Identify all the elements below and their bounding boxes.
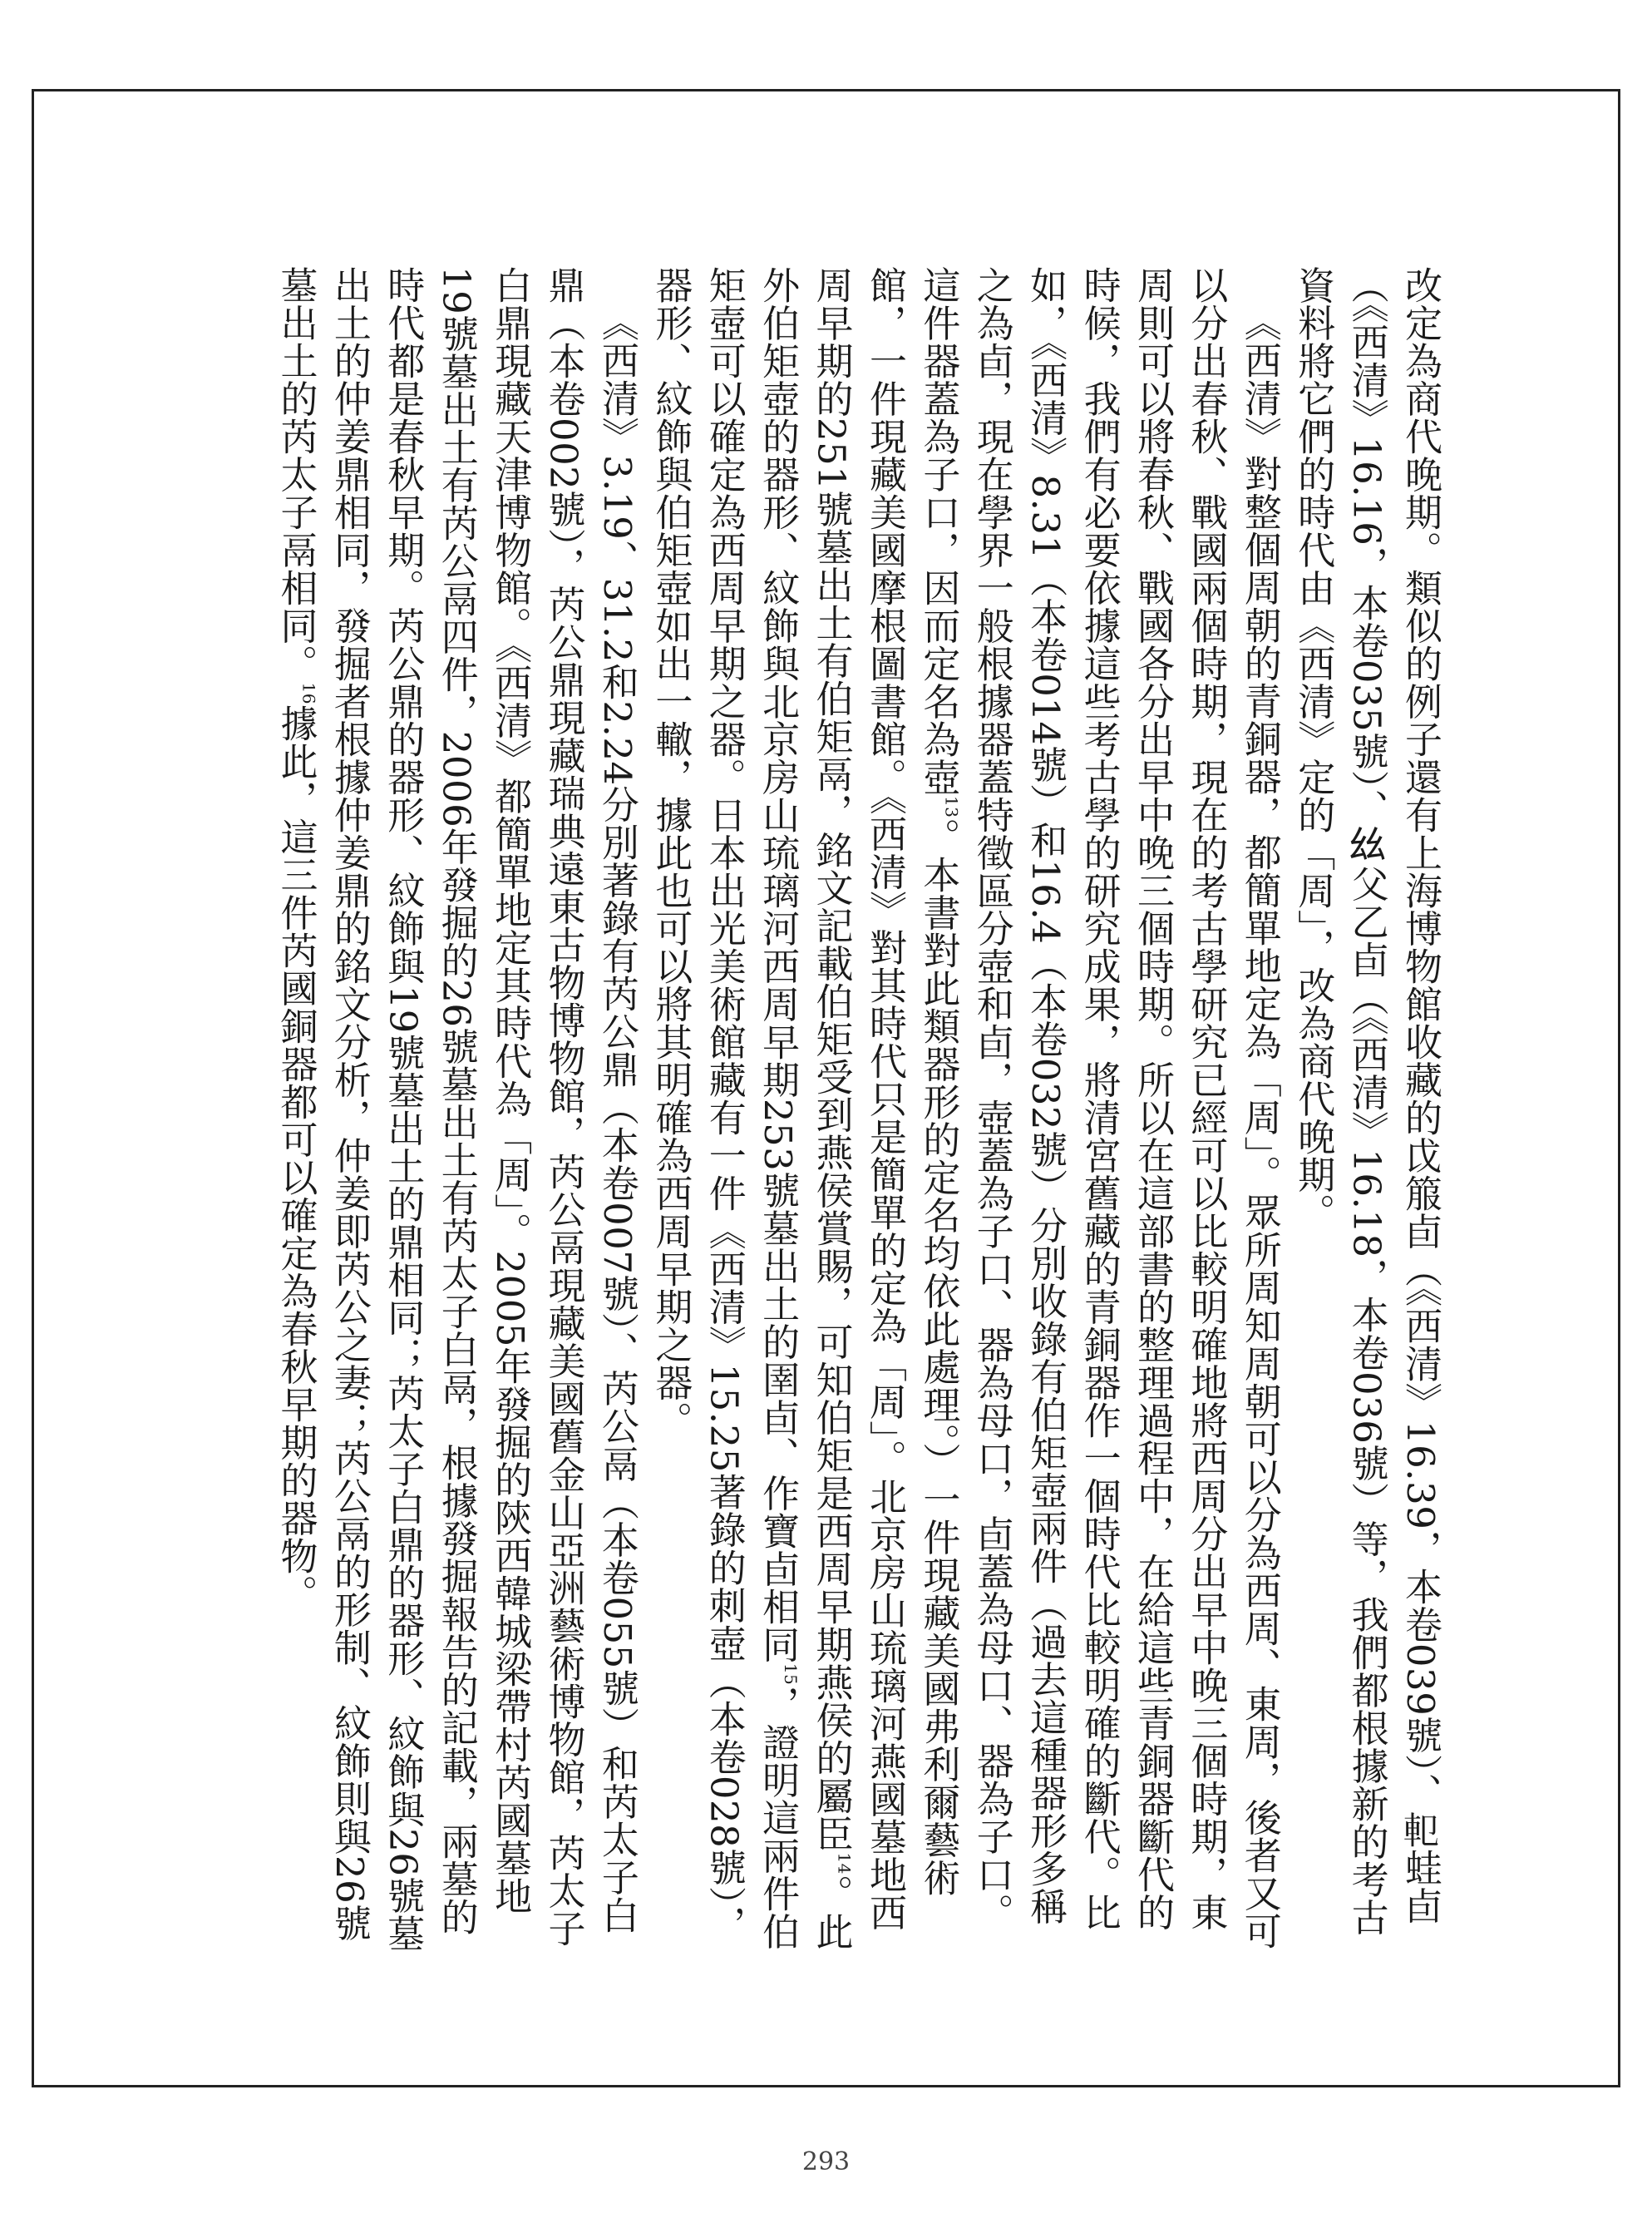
paragraph-text: 。本書對此類器形的定名均依此處理。）一件現藏美國弗利爾藝術館，一件現藏美國摩根圖書館。《西清》對其時代只是簡單的定為「周」。北京房山琉璃河燕國墓地西周早期的251號墓出土有伯矩鬲，銘文記載伯矩受到燕侯賞賜，可知伯矩是西周早期燕侯的屬臣 <box>809 266 961 1932</box>
page-number: 293 <box>801 2147 851 2176</box>
paragraph-text: 《西清》對整個周朝的青銅器，都簡單地定為「周」。眾所周知周朝可以分為西周、東周，後者又可以分出春秋、戰國兩個時期，現在的考古學研究已經可以比較明確地將西周分出早中晚三個時期，東周則可以將春秋、戰國各分出早中晚三個時期。所以在這部書的整理過程中，在給這些青銅器斷代的時候，我們有必要依據這些考古學的研究成果，將清宮舊藏的青銅器作一個時代比較明確的斷代。比如，《西清》8.31（本卷014號）和16.4（本卷032號）分別收錄有伯矩壺兩件（過去這種器形多稱之為卣，現在學界一般根據器蓋特徵區分壺和卣，壺蓋為子口、器為母口，卣蓋為母口、器為子口。這件器蓋為子口，因而定名為壺 <box>916 266 1282 1950</box>
paragraph-text: 據此，這三件芮國銅器都可以確定為春秋早期的器物。 <box>274 704 318 1613</box>
paragraph <box>644 266 1286 1963</box>
paragraph <box>269 266 644 1963</box>
paragraph-text: 《西清》3.19、31.2和2.24分別著錄有芮公鼎（本卷007號）、芮公鬲（本卷055號）和芮太子白鼎（本卷002號），芮公鼎現藏瑞典遠東古物博物館，芮公鬲現藏美國舊金山亞洲藝術博物館，芮太子白鼎現藏天津博物館。《西清》都簡單地定其時代為「周」。2005年發掘的陝西韓城梁帶村芮國墓地19號墓出土有芮公鬲四件，2006年發掘的26號墓出土有芮太子白鬲，根據發掘報告的記載，兩墓的時代都是春秋早期。芮公鼎的器形、紋飾與19號墓出土的鼎相同；芮太子白鼎的器形、紋飾與26號墓出土的仲姜鼎相同，發掘者根據仲姜鼎的銘文分析，仲姜即芮公之妻；芮公鬲的形制、紋飾則與26號墓出土的芮太子鬲相同。 <box>274 266 639 1953</box>
paragraph-text: 改定為商代晚期。類似的例子還有上海博物館收藏的戉箙卣（《西清》16.39，本卷039號）、𨊠蛙卣（《西清》16.16，本卷035號）、𢆶父乙卣（《西清》16.18，本卷036號）等，我們都根據新的考古資料將它們的時代由《西清》定的「周」，改為商代晚期。 <box>1291 266 1442 1936</box>
footnote-ref: 15 <box>781 1662 801 1686</box>
footnote-ref: 13 <box>941 796 962 818</box>
paragraph-text: ，證明這兩件伯矩壺可以確定為西周早期之器。日本出光美術館藏有一件《西清》15.25著錄的刺壺（本卷028號），器形、紋飾與伯矩壺如出一轍，據此也可以將其明確為西周早期之器。 <box>648 266 801 1950</box>
footnote-ref: 16 <box>298 682 319 704</box>
footnote-ref: 14 <box>834 1852 855 1875</box>
vertical-text-body <box>191 266 1447 1963</box>
paragraph <box>1286 266 1447 1963</box>
paragraph-text: 。此外伯矩壺的器形、紋飾與北京房山琉璃河西周早期253號墓出土的圉卣、作寶卣相同 <box>756 266 854 1950</box>
